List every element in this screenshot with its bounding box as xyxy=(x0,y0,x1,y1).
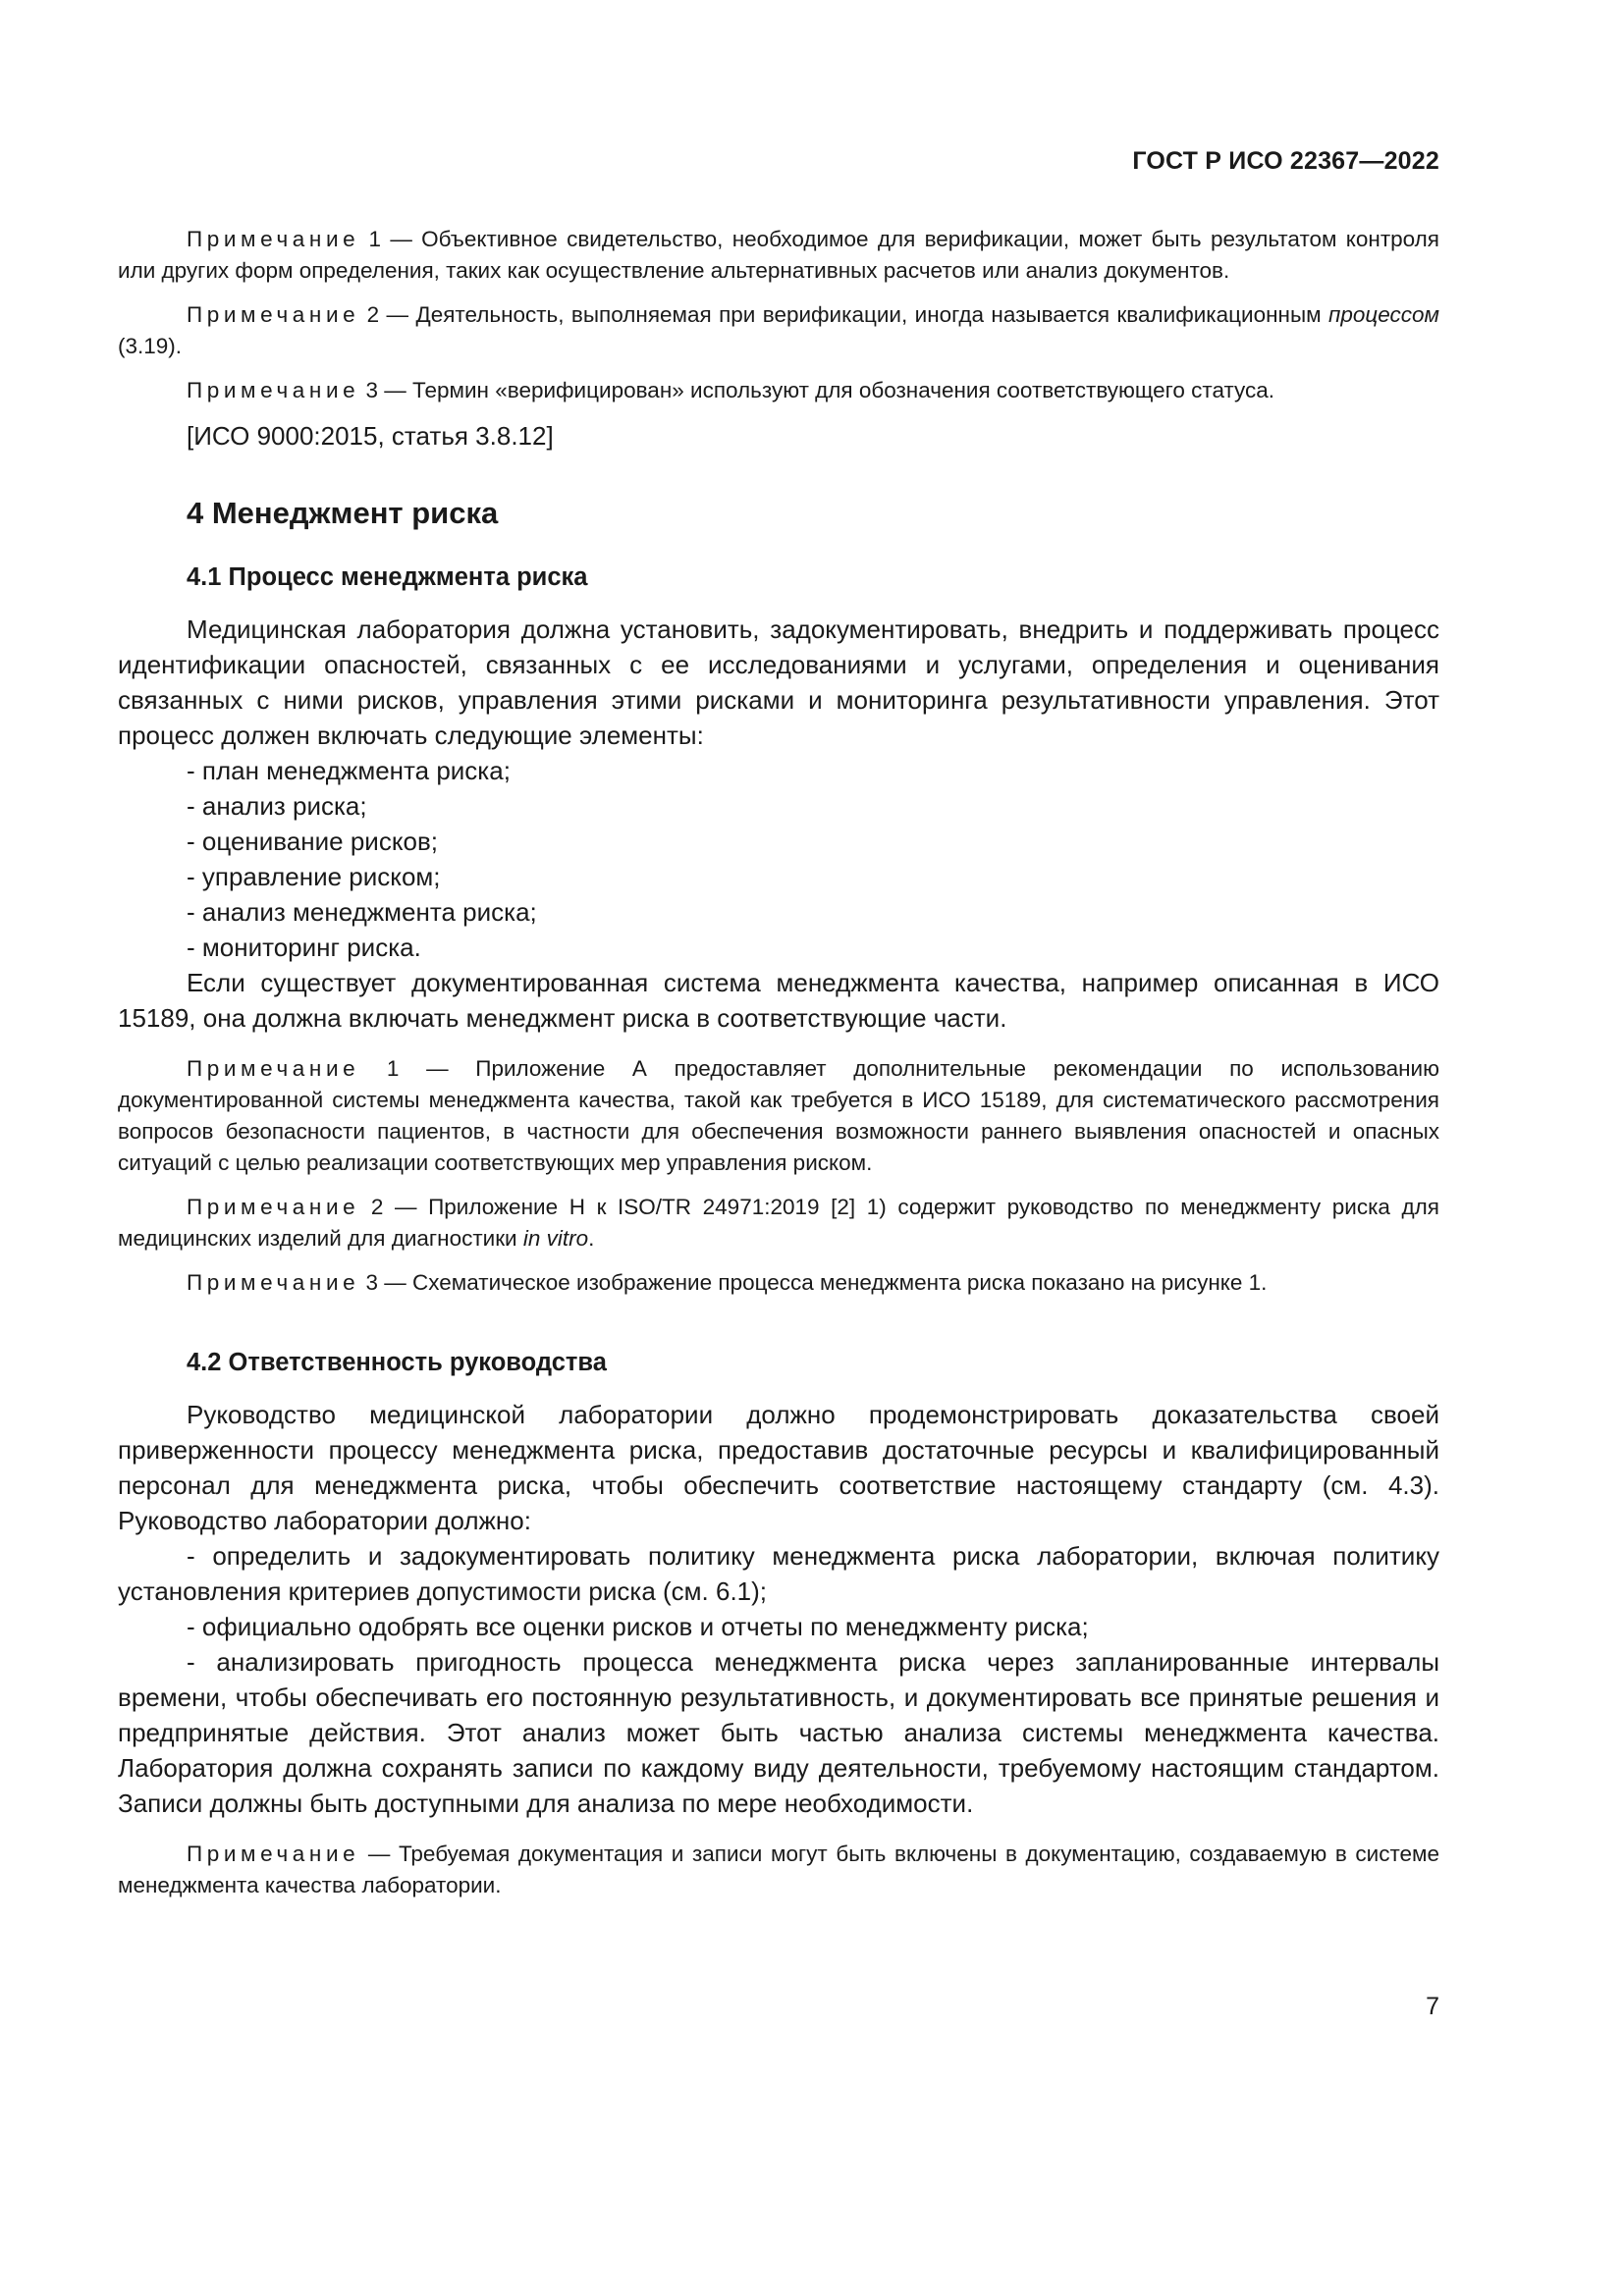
management-duties-list xyxy=(118,1538,1439,1821)
note-label: Примечание xyxy=(187,1056,360,1081)
note-4-1-2 xyxy=(118,1192,1439,1255)
list-item: - определить и задокументировать политику менеджмента риска лаборатории, включая политику установления критериев допустимости риска (см. 6.1); xyxy=(118,1541,1439,1606)
note-text: 3 — Термин «верифицирован» используют для обозначения соответствующего статуса. xyxy=(365,378,1275,402)
note-label: Примечание xyxy=(187,1842,360,1866)
note-text: 2 — Деятельность, выполняемая при верификации, иногда называется квалификационным xyxy=(366,302,1328,327)
note-italic-term: процессом xyxy=(1328,302,1439,327)
note-label: Примечание xyxy=(187,227,360,251)
list-item: - оценивание рисков; xyxy=(187,827,438,856)
note-text: 1 — Объективное свидетельство, необходимое для верификации, может быть результатом контроля или других форм определения, таких как осуществление альтернативных расчетов или анализ документов. xyxy=(118,227,1439,283)
note-label: Примечание xyxy=(187,302,360,327)
note-text: 3 — Схематическое изображение процесса менеджмента риска показано на рисунке 1. xyxy=(365,1270,1268,1295)
risk-elements-list xyxy=(118,753,1439,965)
list-item: - официально одобрять все оценки рисков и отчеты по менеджменту риска; xyxy=(187,1612,1089,1641)
note-label: Примечание xyxy=(187,378,360,402)
section-4-1-intro: Медицинская лаборатория должна установить, задокументировать, внедрить и поддерживать процесс идентификации опасностей, связанных с ее исследованиями и услугами, определения и оценивания связанных с ними рисков, управления этими рисками и мониторинга результативности управления. Этот процесс должен включать следующие элементы: xyxy=(118,614,1439,750)
list-item: - анализировать пригодность процесса менеджмента риска через запланированные интервалы времени, чтобы обеспечивать его постоянную результативность, и документировать все принятые решения и предпринятые действия. Этот анализ может быть частью анализа системы менеджмента качества. Лаборатория должна сохранять записи по каждому виду деятельности, требуемому настоящим стандартом. Записи должны быть доступными для анализа по мере необходимости. xyxy=(118,1647,1439,1818)
subsection-4-1-heading: 4.1 Процесс менеджмента риска xyxy=(187,563,588,591)
page-number: 7 xyxy=(1426,1993,1439,2020)
note-label: Примечание xyxy=(187,1270,360,1295)
note-label: Примечание xyxy=(187,1195,360,1219)
spacer xyxy=(118,1036,1439,1053)
note-text: 2 — Приложение Н к ISO/TR 24971:2019 [2] 1) содержит руководство по менеджменту риска для медицинских изделий для диагностики xyxy=(118,1195,1439,1251)
note-3 xyxy=(118,375,1439,406)
page-content xyxy=(118,224,1439,1914)
list-item: - анализ менеджмента риска; xyxy=(187,897,537,927)
note-text-tail: (3.19). xyxy=(118,334,183,358)
note-italic-term: in vitro xyxy=(522,1226,589,1251)
standard-header: ГОСТ Р ИСО 22367—2022 xyxy=(1132,147,1439,175)
source-reference: [ИСО 9000:2015, статья 3.8.12] xyxy=(187,421,554,451)
note-2 xyxy=(118,299,1439,362)
note-4-1-3 xyxy=(118,1267,1439,1299)
note-text-tail: . xyxy=(588,1226,595,1251)
note-text: — Требуемая документация и записи могут быть включены в документацию, создаваемую в системе менеджмента качества лаборатории. xyxy=(118,1842,1439,1897)
spacer xyxy=(118,1821,1439,1839)
list-item: - план менеджмента риска; xyxy=(187,756,511,785)
note-1 xyxy=(118,224,1439,287)
section-4-2-intro: Руководство медицинской лаборатории должно продемонстрировать доказательства своей приверженности процессу менеджмента риска, предоставив достаточные ресурсы и квалифицированный персонал для менеджмента риска, чтобы обеспечить соответствие настоящему стандарту (см. 4.3). Руководство лаборатории должно: xyxy=(118,1400,1439,1535)
list-item: - управление риском; xyxy=(187,862,441,891)
section-4-1-outro: Если существует документированная система менеджмента качества, например описанная в ИСО 15189, она должна включать менеджмент риска в соответствующие части. xyxy=(118,968,1439,1033)
list-item: - мониторинг риска. xyxy=(187,933,421,962)
subsection-4-2-heading: 4.2 Ответственность руководства xyxy=(187,1349,607,1376)
note-4-1-1 xyxy=(118,1053,1439,1179)
note-text: 1 — Приложение А предоставляет дополнительные рекомендации по использованию документированной системы менеджмента качества, такой как требуется в ИСО 15189, для систематического рассмотрения вопросов безопасности пациентов, в частности для обеспечения возможности раннего выявления опасностей и опасных ситуаций с целью реализации соответствующих мер управления риском. xyxy=(118,1056,1439,1175)
list-item: - анализ риска; xyxy=(187,791,367,821)
section-4-heading: 4 Менеджмент риска xyxy=(187,496,499,530)
note-4-2 xyxy=(118,1839,1439,1901)
